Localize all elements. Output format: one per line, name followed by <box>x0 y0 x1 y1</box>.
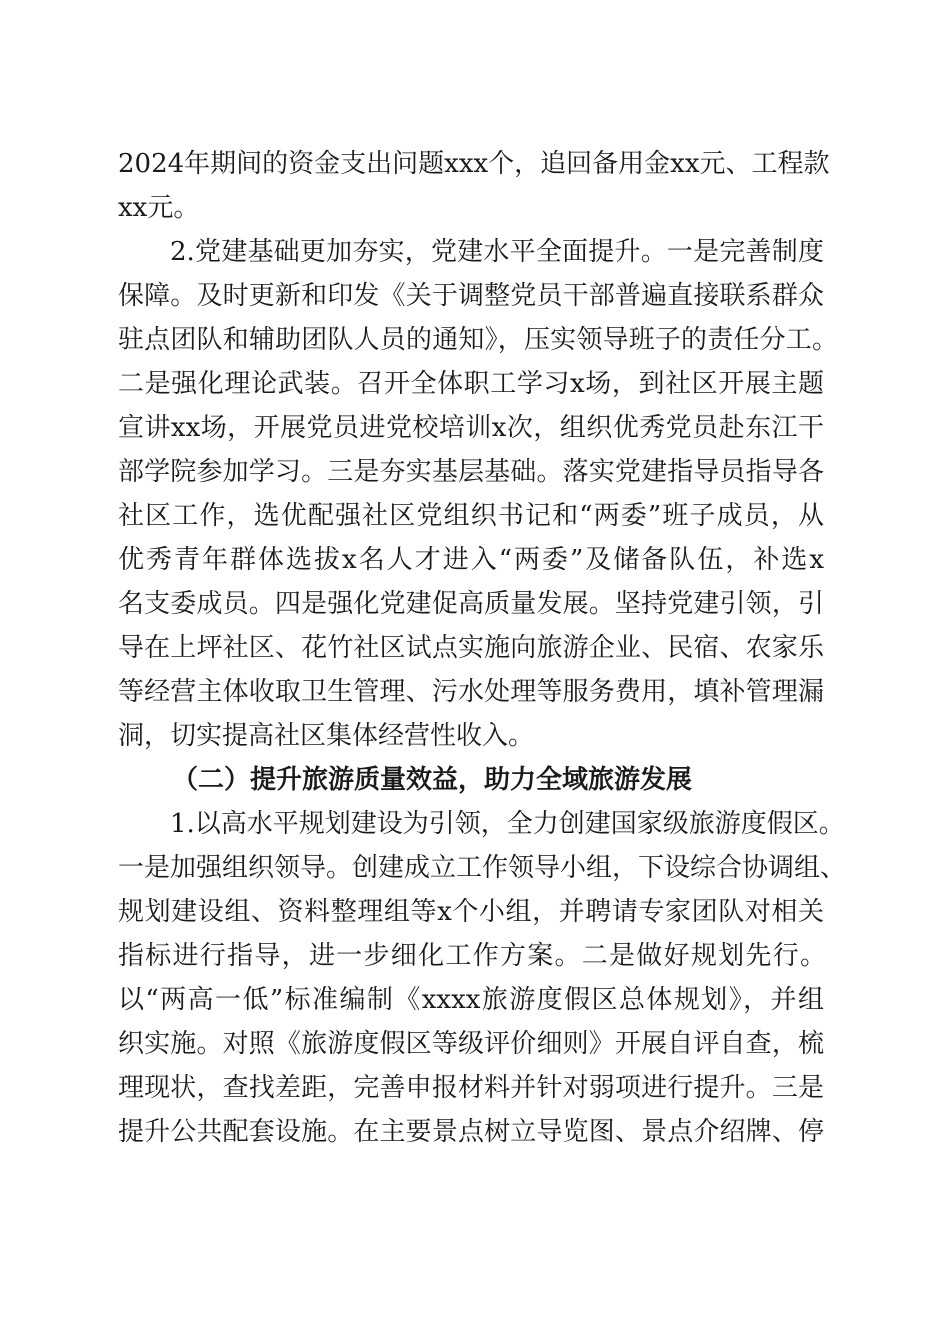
text-line: 以“两高一低”标准编制《xxxx旅游度假区总体规划》，并组 <box>118 985 824 1015</box>
text-line: 指标进行指导，进一步细化工作方案。二是做好规划先行。 <box>118 941 826 971</box>
text-line: 2024年期间的资金支出问题xxx个，追回备用金xx元、工程款 <box>118 149 830 179</box>
text-line: 理现状，查找差距，完善申报材料并针对弱项进行提升。三是 <box>118 1073 824 1103</box>
text-line: 提升公共配套设施。在主要景点树立导览图、景点介绍牌、停 <box>118 1117 824 1147</box>
text-line: 织实施。对照《旅游度假区等级评价细则》开展自评自查，梳 <box>118 1029 824 1059</box>
text-line: 部学院参加学习。三是夯实基层基础。落实党建指导员指导各 <box>118 457 824 487</box>
text-line: 驻点团队和辅助团队人员的通知》，压实领导班子的责任分工。 <box>118 325 838 355</box>
text-line: 一是加强组织领导。创建成立工作领导小组，下设综合协调组、 <box>118 853 847 883</box>
text-line: 名支委成员。四是强化党建促高质量发展。坚持党建引领，引 <box>118 589 824 619</box>
text-line: 规划建设组、资料整理组等x个小组，并聘请专家团队对相关 <box>118 897 824 927</box>
text-line: 宣讲xx场，开展党员进党校培训x次，组织优秀党员赴东江干 <box>118 413 824 443</box>
text-line: 等经营主体收取卫生管理、污水处理等服务费用，填补管理漏 <box>118 677 824 707</box>
text-line: 社区工作，选优配强社区党组织书记和“两委”班子成员，从 <box>118 501 824 531</box>
text-line: 保障。及时更新和印发《关于调整党员干部普遍直接联系群众 <box>118 281 824 311</box>
text-line: 二是强化理论武装。召开全体职工学习x场，到社区开展主题 <box>118 369 824 399</box>
text-line: xx元。 <box>118 193 200 223</box>
text-line: 导在上坪社区、花竹社区试点实施向旅游企业、民宿、农家乐 <box>118 633 824 663</box>
section-heading: （二）提升旅游质量效益，助力全域旅游发展 <box>172 765 693 795</box>
paragraph-first-line: 2.党建基础更加夯实，党建水平全面提升。一是完善制度 <box>170 237 824 267</box>
text-line: 优秀青年群体选拔x名人才进入“两委”及储备队伍，补选x <box>118 545 824 575</box>
text-line: 洞，切实提高社区集体经营性收入。 <box>118 721 535 751</box>
paragraph-first-line: 1.以高水平规划建设为引领，全力创建国家级旅游度假区。 <box>170 809 845 839</box>
